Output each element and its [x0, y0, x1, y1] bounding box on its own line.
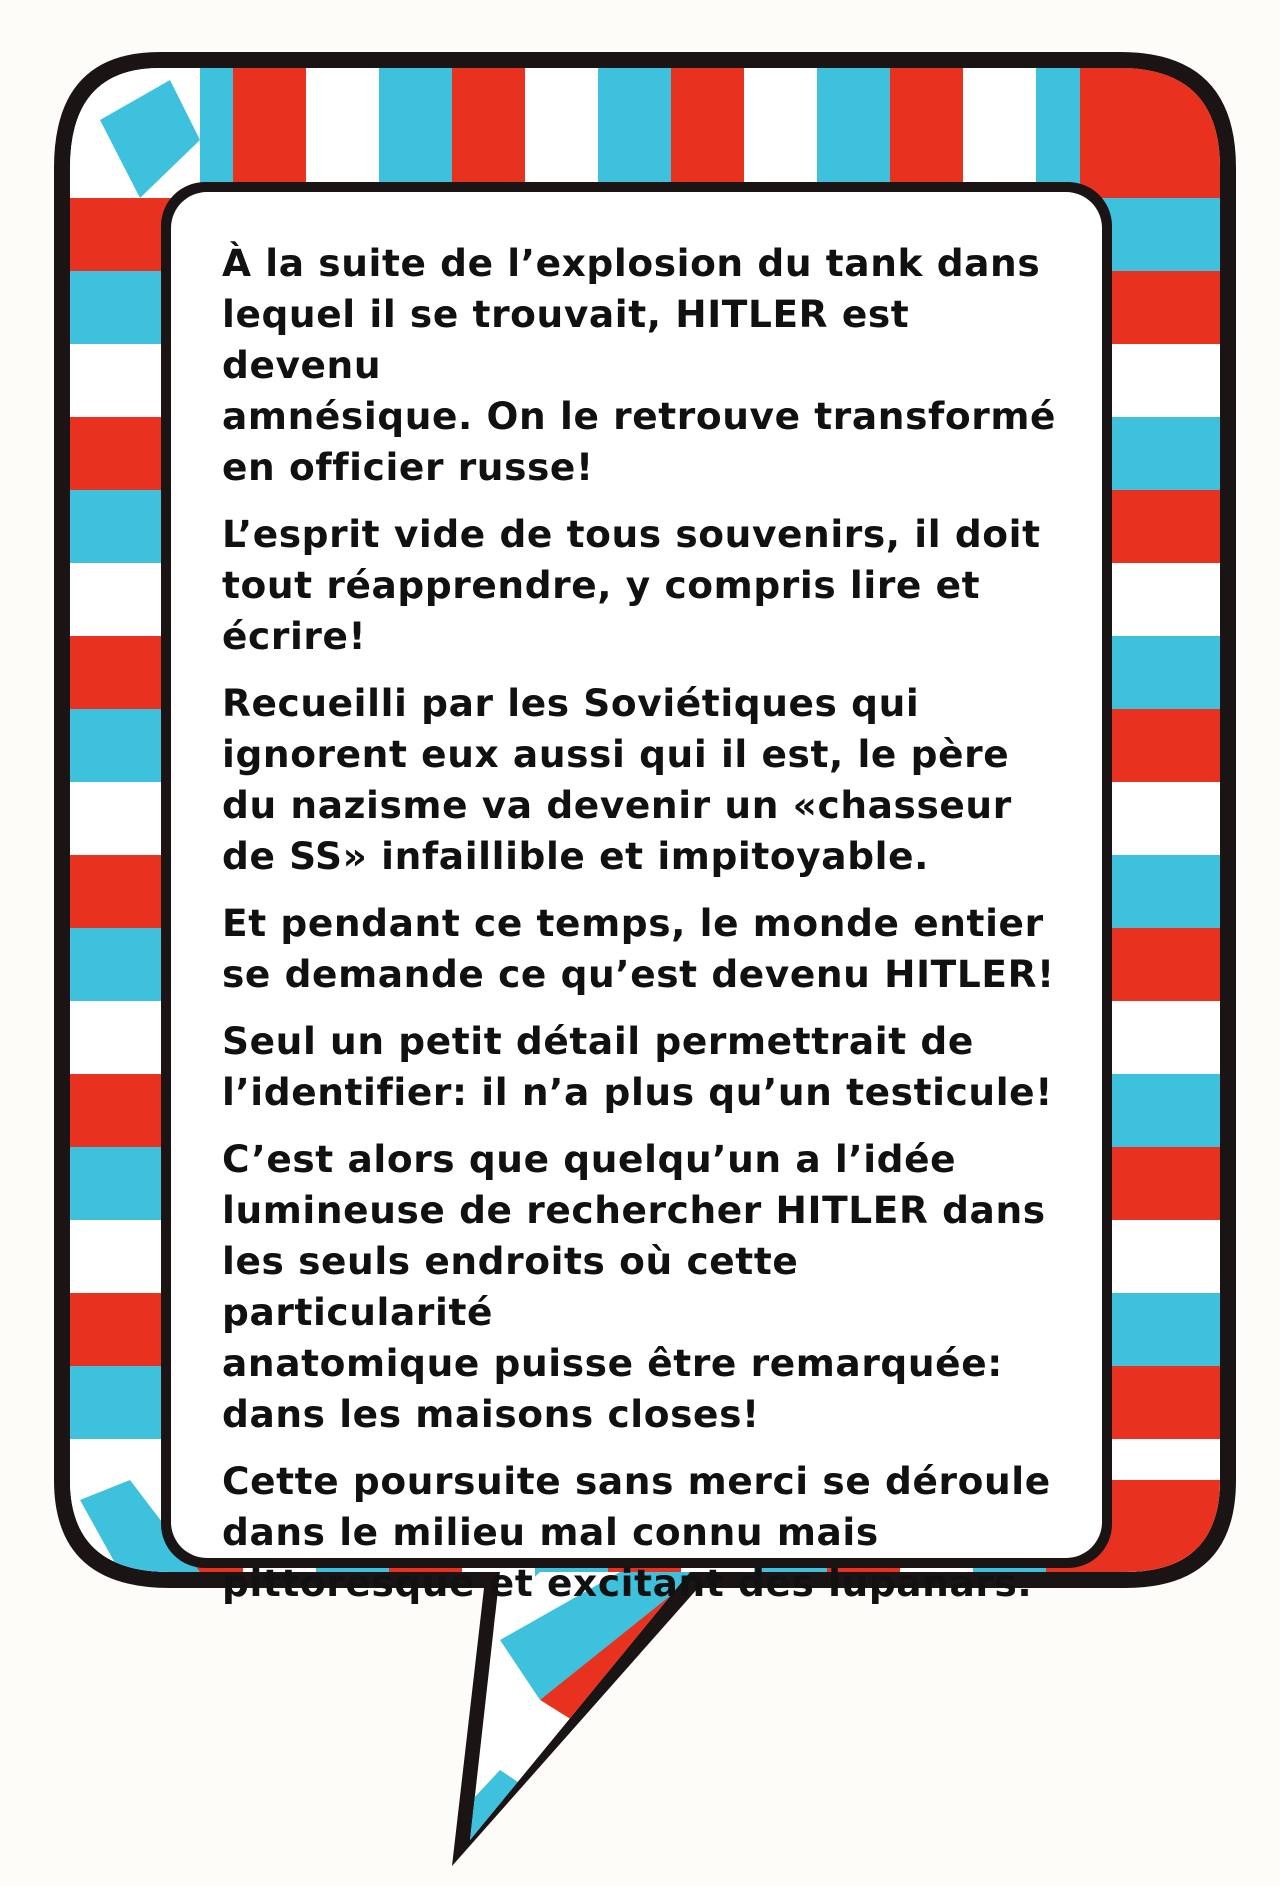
stripe-segment: [1100, 1366, 1230, 1439]
stripe-segment: [1100, 1220, 1230, 1293]
stripe-segment: [817, 68, 890, 198]
stripe-segment: [1100, 344, 1230, 417]
stripe-segment: [1100, 928, 1230, 1001]
stripe-segment: [1100, 782, 1230, 855]
stripe-segment: [1100, 417, 1230, 490]
stripe-segment: [1100, 1147, 1230, 1220]
stripe-segment: [1100, 855, 1230, 928]
stripe-segment: [379, 68, 452, 198]
paragraph-2: L’esprit vide de tous souvenirs, il doit tout réapprendre, y compris lire et écrire!: [222, 512, 1041, 658]
stripe-segment: [1100, 1001, 1230, 1074]
stripe-segment: [1100, 271, 1230, 344]
stripe-segment: [963, 68, 1036, 198]
stripe-segment: [1100, 1293, 1230, 1366]
paragraph-4: Et pendant ce temps, le monde entier se demande ce qu’est devenu HITLER!: [222, 901, 1055, 996]
stripe-segment: [233, 68, 306, 198]
stripe-segment: [1100, 490, 1230, 563]
stripe-segment: [306, 68, 379, 198]
stripe-segment: [1100, 563, 1230, 636]
stripe-segment: [1100, 636, 1230, 709]
text-panel: [222, 238, 1082, 1605]
stripe-segment: [525, 68, 598, 198]
stripe-segment: [598, 68, 671, 198]
paragraph-1: À la suite de l’explosion du tank dans lequel il se trouvait, HITLER est devenu amnésique. On le retrouve transformé en officier russe!: [222, 241, 1057, 489]
paragraph-7: Cette poursuite sans merci se déroule dans le milieu mal connu mais pittoresque et excitant des lupanars.: [222, 1459, 1051, 1605]
stripe-segment: [1100, 1074, 1230, 1147]
paragraph-6: C’est alors que quelqu’un a l’idée lumineuse de rechercher HITLER dans les seuls endroits où cette particularité anatomique puisse être remarquée: dans les maisons closes!: [222, 1137, 1046, 1436]
stripe-segment: [744, 68, 817, 198]
stripe-segment: [890, 68, 963, 198]
stripe-segment: [1100, 198, 1230, 271]
paragraph-3: Recueilli par les Soviétiques qui ignorent eux aussi qui il est, le père du nazisme va devenir un «chasseur de SS» infaillible et impitoyable.: [222, 681, 1012, 878]
stripe-segment: [452, 68, 525, 198]
paragraph-5: Seul un petit détail permettrait de l’identifier: il n’a plus qu’un testicule!: [222, 1019, 1053, 1114]
stripe-segment: [1100, 709, 1230, 782]
stripe-segment: [671, 68, 744, 198]
